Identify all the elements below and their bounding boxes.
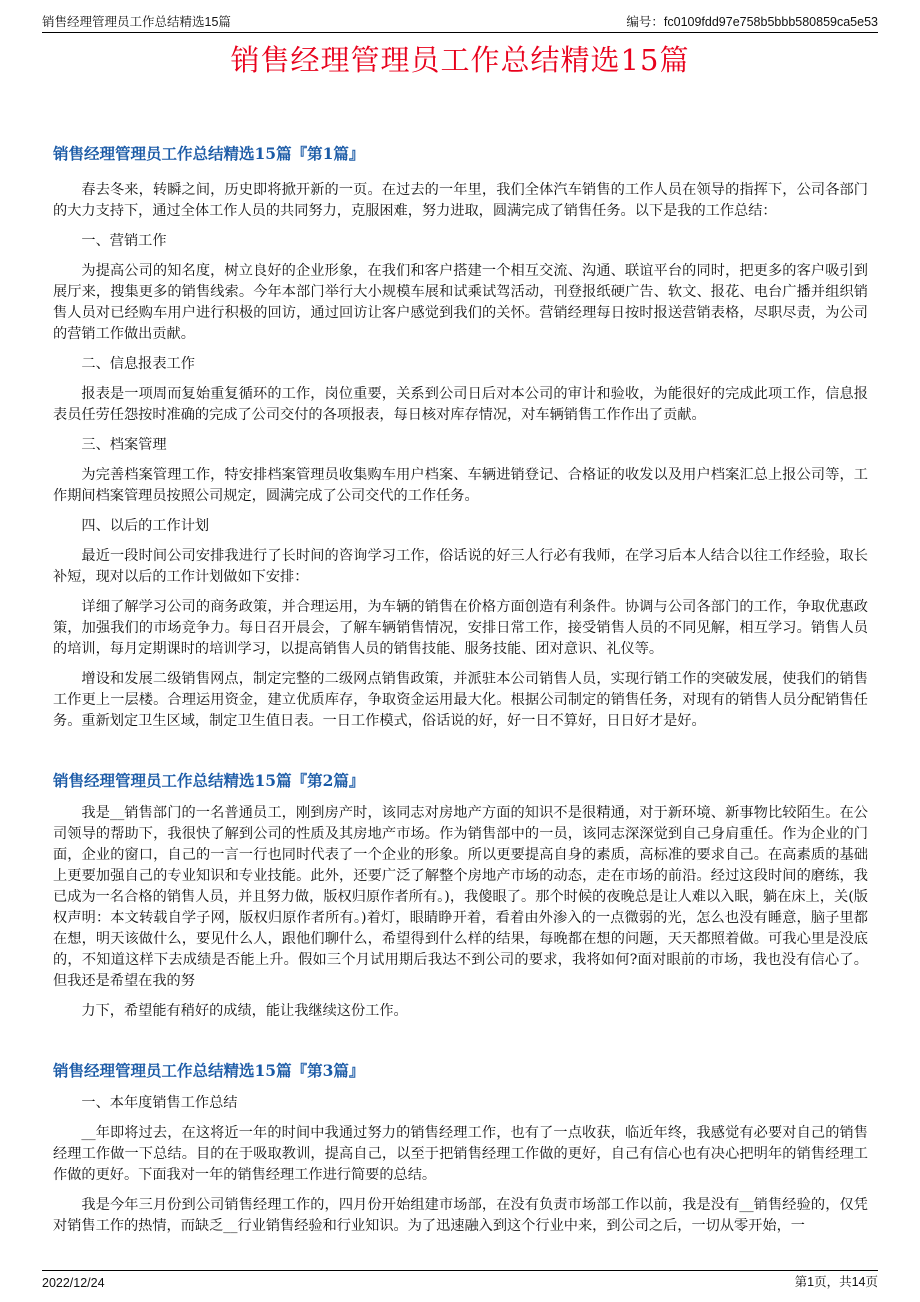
subheading: 一、营销工作 bbox=[81, 233, 167, 249]
header-doc-id: 编号：fc0109fdd97e758b5bbb580859ca5e53 bbox=[626, 15, 878, 29]
paragraph: 为提高公司的知名度，树立良好的企业形象，在我们和客户搭建一个相互交流、沟通、联谊平台的同时，把更多的客户吸引到展厅来，搜集更多的销售线索。今年本部门举行大小规模车展和试乘试驾活动，刊登报纸硬广告、软文、报花、电台广播并组织销售人员对已经购车用户进行积极的回访，通过回访让客户感觉到我们的关怀。营销经理每日按时报送营销表格，尽职尽责，为公司的营销工作做出贡献。 bbox=[53, 263, 868, 342]
paragraph: 增设和发展二级销售网点，制定完整的二级网点销售政策，并派驻本公司销售人员，实现行销工作的突破发展，使我们的销售工作更上一层楼。合理运用资金，建立优质库存，争取资金运用最大化。根据公司制定的销售任务，对现有的销售人员分配销售任务。重新划定卫生区域，制定卫生值日表。一日工作模式，俗话说的好，好一日不算好，日日好才是好。 bbox=[53, 671, 868, 729]
paragraph: 最近一段时间公司安排我进行了长时间的咨询学习工作，俗话说的好三人行必有我师，在学习后本人结合以往工作经验，取长补短，现对以后的工作计划做如下安排： bbox=[53, 548, 868, 585]
footer-page-number: 第1页，共14页 bbox=[794, 1275, 878, 1289]
subheading: 四、以后的工作计划 bbox=[81, 518, 210, 534]
document-title: 销售经理管理员工作总结精选15篇 bbox=[230, 43, 690, 77]
section-title-1: 销售经理管理员工作总结精选15篇『第1篇』 bbox=[53, 144, 365, 163]
paragraph: 我是今年三月份到公司销售经理工作的，四月份开始组建市场部，在没有负责市场部工作以前，我是没有__销售经验的，仅凭对销售工作的热情，而缺乏__行业销售经验和行业知识。为了迅速融入到这个行业中来，到公司之后，一切从零开始，一 bbox=[53, 1197, 868, 1234]
paragraph: 春去冬来，转瞬之间，历史即将掀开新的一页。在过去的一年里，我们全体汽车销售的工作人员在领导的指挥下，公司各部门的大力支持下，通过全体工作人员的共同努力，克服困难，努力进取，圆满完成了销售任务。以下是我的工作总结： bbox=[53, 182, 868, 219]
paragraph: 详细了解学习公司的商务政策，并合理运用，为车辆的销售在价格方面创造有利条件。协调与公司各部门的工作，争取优惠政策，加强我们的市场竞争力。每日召开晨会，了解车辆销售情况，安排日常工作，接受销售人员的不同见解，相互学习。销售人员的培训，每月定期课时的培训学习，以提高销售人员的销售技能、服务技能、团对意识、礼仪等。 bbox=[53, 599, 868, 657]
section-title-2: 销售经理管理员工作总结精选15篇『第2篇』 bbox=[53, 771, 365, 790]
document-body bbox=[53, 140, 868, 1237]
subheading: 三、档案管理 bbox=[81, 437, 167, 453]
header-doc-title: 销售经理管理员工作总结精选15篇 bbox=[42, 15, 231, 29]
page-footer bbox=[42, 1270, 878, 1290]
paragraph: 为完善档案管理工作，特安排档案管理员收集购车用户档案、车辆进销登记、合格证的收发以及用户档案汇总上报公司等，工作期间档案管理员按照公司规定，圆满完成了公司交代的工作任务。 bbox=[53, 467, 868, 504]
footer-date: 2022/12/24 bbox=[42, 1276, 105, 1290]
subheading: 二、信息报表工作 bbox=[81, 356, 195, 372]
paragraph: 报表是一项周而复始重复循环的工作，岗位重要，关系到公司日后对本公司的审计和验收，为能很好的完成此项工作，信息报表员任劳任怨按时准确的完成了公司交付的各项报表，每日核对库存情况，对车辆销售工作作出了贡献。 bbox=[53, 386, 868, 423]
section-title-3: 销售经理管理员工作总结精选15篇『第3篇』 bbox=[53, 1061, 365, 1080]
paragraph: 我是__销售部门的一名普通员工，刚到房产时，该同志对房地产方面的知识不是很精通，对于新环境、新事物比较陌生。在公司领导的帮助下，我很快了解到公司的性质及其房地产市场。作为销售部中的一员，该同志深深觉到自己身肩重任。作为企业的门面，企业的窗口，自己的一言一行也同时代表了一个企业的形象。所以更要提高自身的素质，高标准的要求自己。在高素质的基础上更要加强自己的专业知识和专业技能。此外，还要广泛了解整个房地产市场的动态，走在市场的前沿。经过这段时间的磨练，我已成为一名合格的销售人员，并且努力做，版权归原作者所有。)，我傻眼了。那个时候的夜晚总是让人难以入眠，躺在床上，关(版权声明：本文转载自学子网，版权归原作者所有。)着灯，眼睛睁开着，看着由外渗入的一点微弱的光，怎么也没有睡意，脑子里都在想，明天该做什么，要见什么人，跟他们聊什么，希望得到什么样的结果，每晚都在想的问题，天天都照着做。可我心里是没底的，不知道这样下去成绩是否能上升。假如三个月试用期后我达不到公司的要求，我将如何?面对眼前的市场，我也没有信心了。但我还是希望在我的努 bbox=[53, 805, 868, 989]
page-header bbox=[42, 12, 878, 33]
paragraph: __年即将过去，在这将近一年的时间中我通过努力的销售经理工作，也有了一点收获，临近年终，我感觉有必要对自己的销售经理工作做一下总结。目的在于吸取教训，提高自己，以至于把销售经理工作做的更好，自己有信心也有决心把明年的销售经理工作做的更好。下面我对一年的销售经理工作进行简要的总结。 bbox=[53, 1125, 868, 1183]
paragraph: 力下，希望能有稍好的成绩，能让我继续这份工作。 bbox=[81, 1003, 408, 1019]
subheading: 一、本年度销售工作总结 bbox=[81, 1095, 238, 1111]
